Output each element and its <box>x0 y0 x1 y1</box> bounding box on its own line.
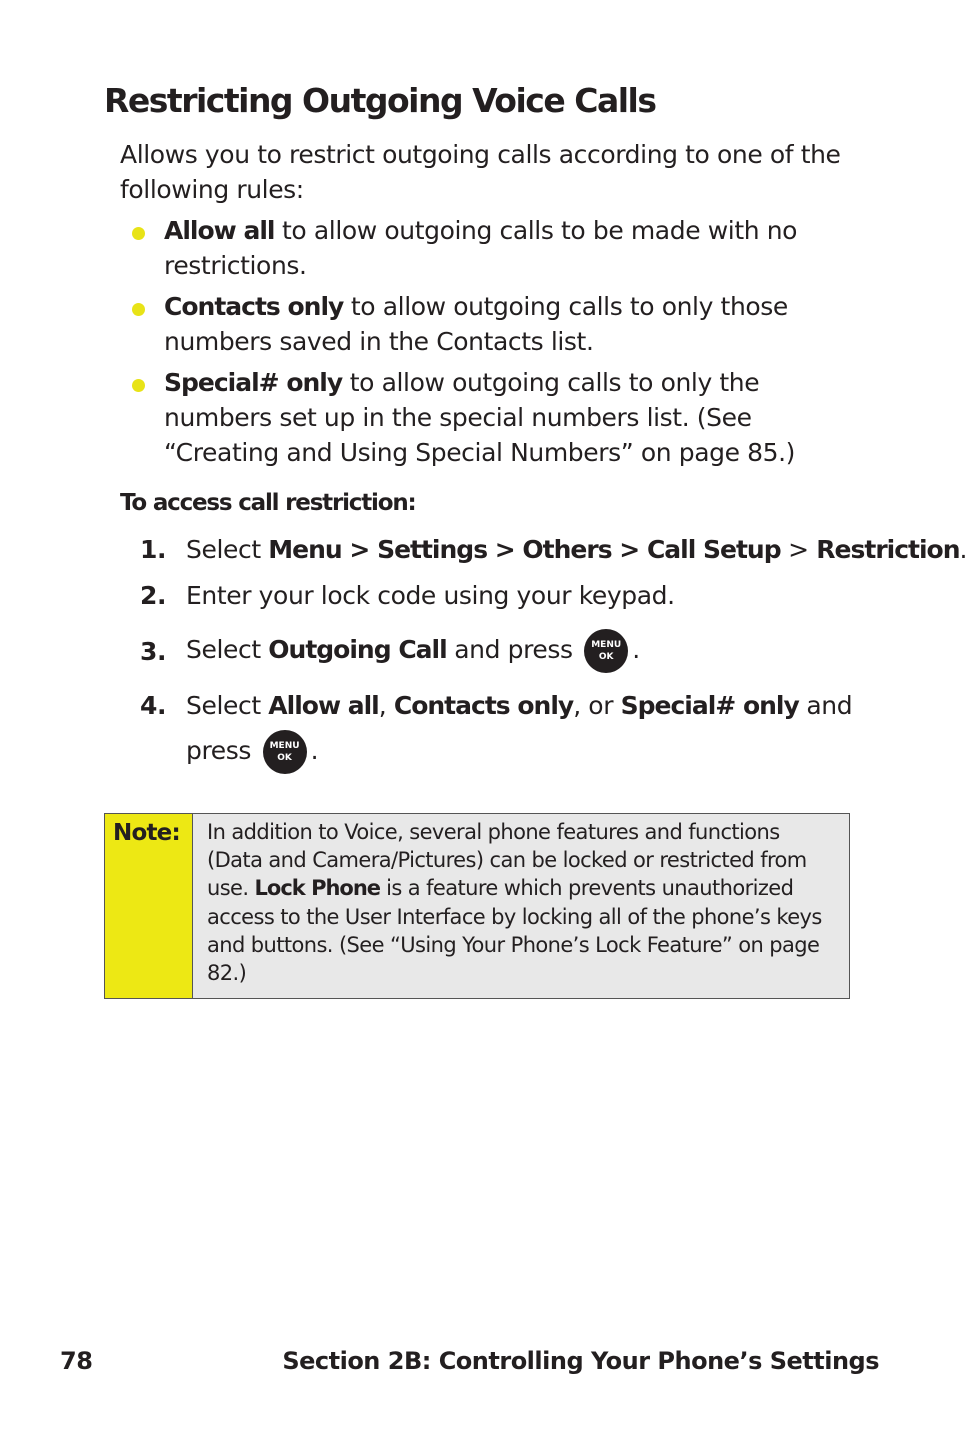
note-text-end: is a feature which prevents unauthorized access to the User Interface by locking all of the phone’s keys and buttons. (See “Using Your Phone’s Lock Feature” on page 82.) <box>207 876 822 986</box>
list-item <box>120 365 860 470</box>
section-title: Section 2B: Controlling Your Phone’s Settings <box>282 1347 879 1375</box>
page-title: Restricting Outgoing Voice Calls <box>104 81 656 120</box>
path-separator: > <box>780 535 817 564</box>
note-text <box>193 814 849 998</box>
step-number: 2. <box>140 581 167 610</box>
note-box <box>104 813 850 999</box>
step-prefix: Select <box>186 691 269 720</box>
note-term: Lock Phone <box>254 876 381 901</box>
step-end: . <box>310 736 319 765</box>
list-item <box>120 289 860 359</box>
step-text <box>186 688 852 723</box>
note-label: Note: <box>105 814 193 998</box>
step-number: 3. <box>140 637 167 666</box>
bullet-term: Special# only <box>164 368 343 397</box>
note-text-start: In addition to Voice, several phone features and functions (Data and Camera/Pictures) can be locked or restricted from use. <box>207 820 807 901</box>
step-end: . <box>959 535 967 564</box>
comma: , <box>378 691 394 720</box>
step-prefix: Select <box>186 535 269 564</box>
bullet-text: to allow outgoing calls to only the numbers set up in the special numbers list. (See “Creating and Using Special Numbers” on page 85.) <box>164 368 796 467</box>
key-label-top: MENU <box>591 640 622 650</box>
step-text: Enter your lock code using your keypad. <box>186 581 675 610</box>
menu-path: Menu > Settings > Others > Call Setup <box>268 535 781 564</box>
option-contacts-only: Contacts only <box>393 691 574 720</box>
bullet-term: Contacts only <box>164 292 344 321</box>
menu-ok-key-icon <box>263 730 307 774</box>
key-label-bottom: OK <box>277 753 292 763</box>
rules-list <box>120 213 860 476</box>
bullet-icon <box>132 227 145 240</box>
procedure-subheading: To access call restriction: <box>120 490 416 516</box>
option-special-only: Special# only <box>620 691 799 720</box>
press-text: press <box>186 736 259 765</box>
menu-ok-key-icon <box>584 629 628 673</box>
bullet-icon <box>132 379 145 392</box>
list-item <box>120 213 860 283</box>
option-allow-all: Allow all <box>268 691 379 720</box>
step-end: . <box>632 635 640 664</box>
step-number: 1. <box>140 535 167 564</box>
bullet-icon <box>132 303 145 316</box>
intro-paragraph: Allows you to restrict outgoing calls according to one of the following rules: <box>120 140 841 204</box>
step-text <box>186 629 640 673</box>
menu-item: Outgoing Call <box>268 635 447 664</box>
step-number: 4. <box>140 691 167 720</box>
step-middle: and <box>798 691 853 720</box>
key-label-top: MENU <box>269 741 300 751</box>
step-text <box>186 730 318 774</box>
step-prefix: Select <box>186 635 269 664</box>
bullet-text: to allow outgoing calls to be made with no restrictions. <box>164 216 798 280</box>
bullet-term: Allow all <box>164 216 275 245</box>
step-middle: and press <box>446 635 581 664</box>
key-label-bottom: OK <box>598 652 614 662</box>
menu-path-last: Restriction <box>816 535 960 564</box>
or-text: , or <box>573 691 621 720</box>
step-text <box>186 532 967 567</box>
bullet-text: to allow outgoing calls to only those numbers saved in the Contacts list. <box>164 292 788 356</box>
page-number: 78 <box>60 1347 93 1375</box>
